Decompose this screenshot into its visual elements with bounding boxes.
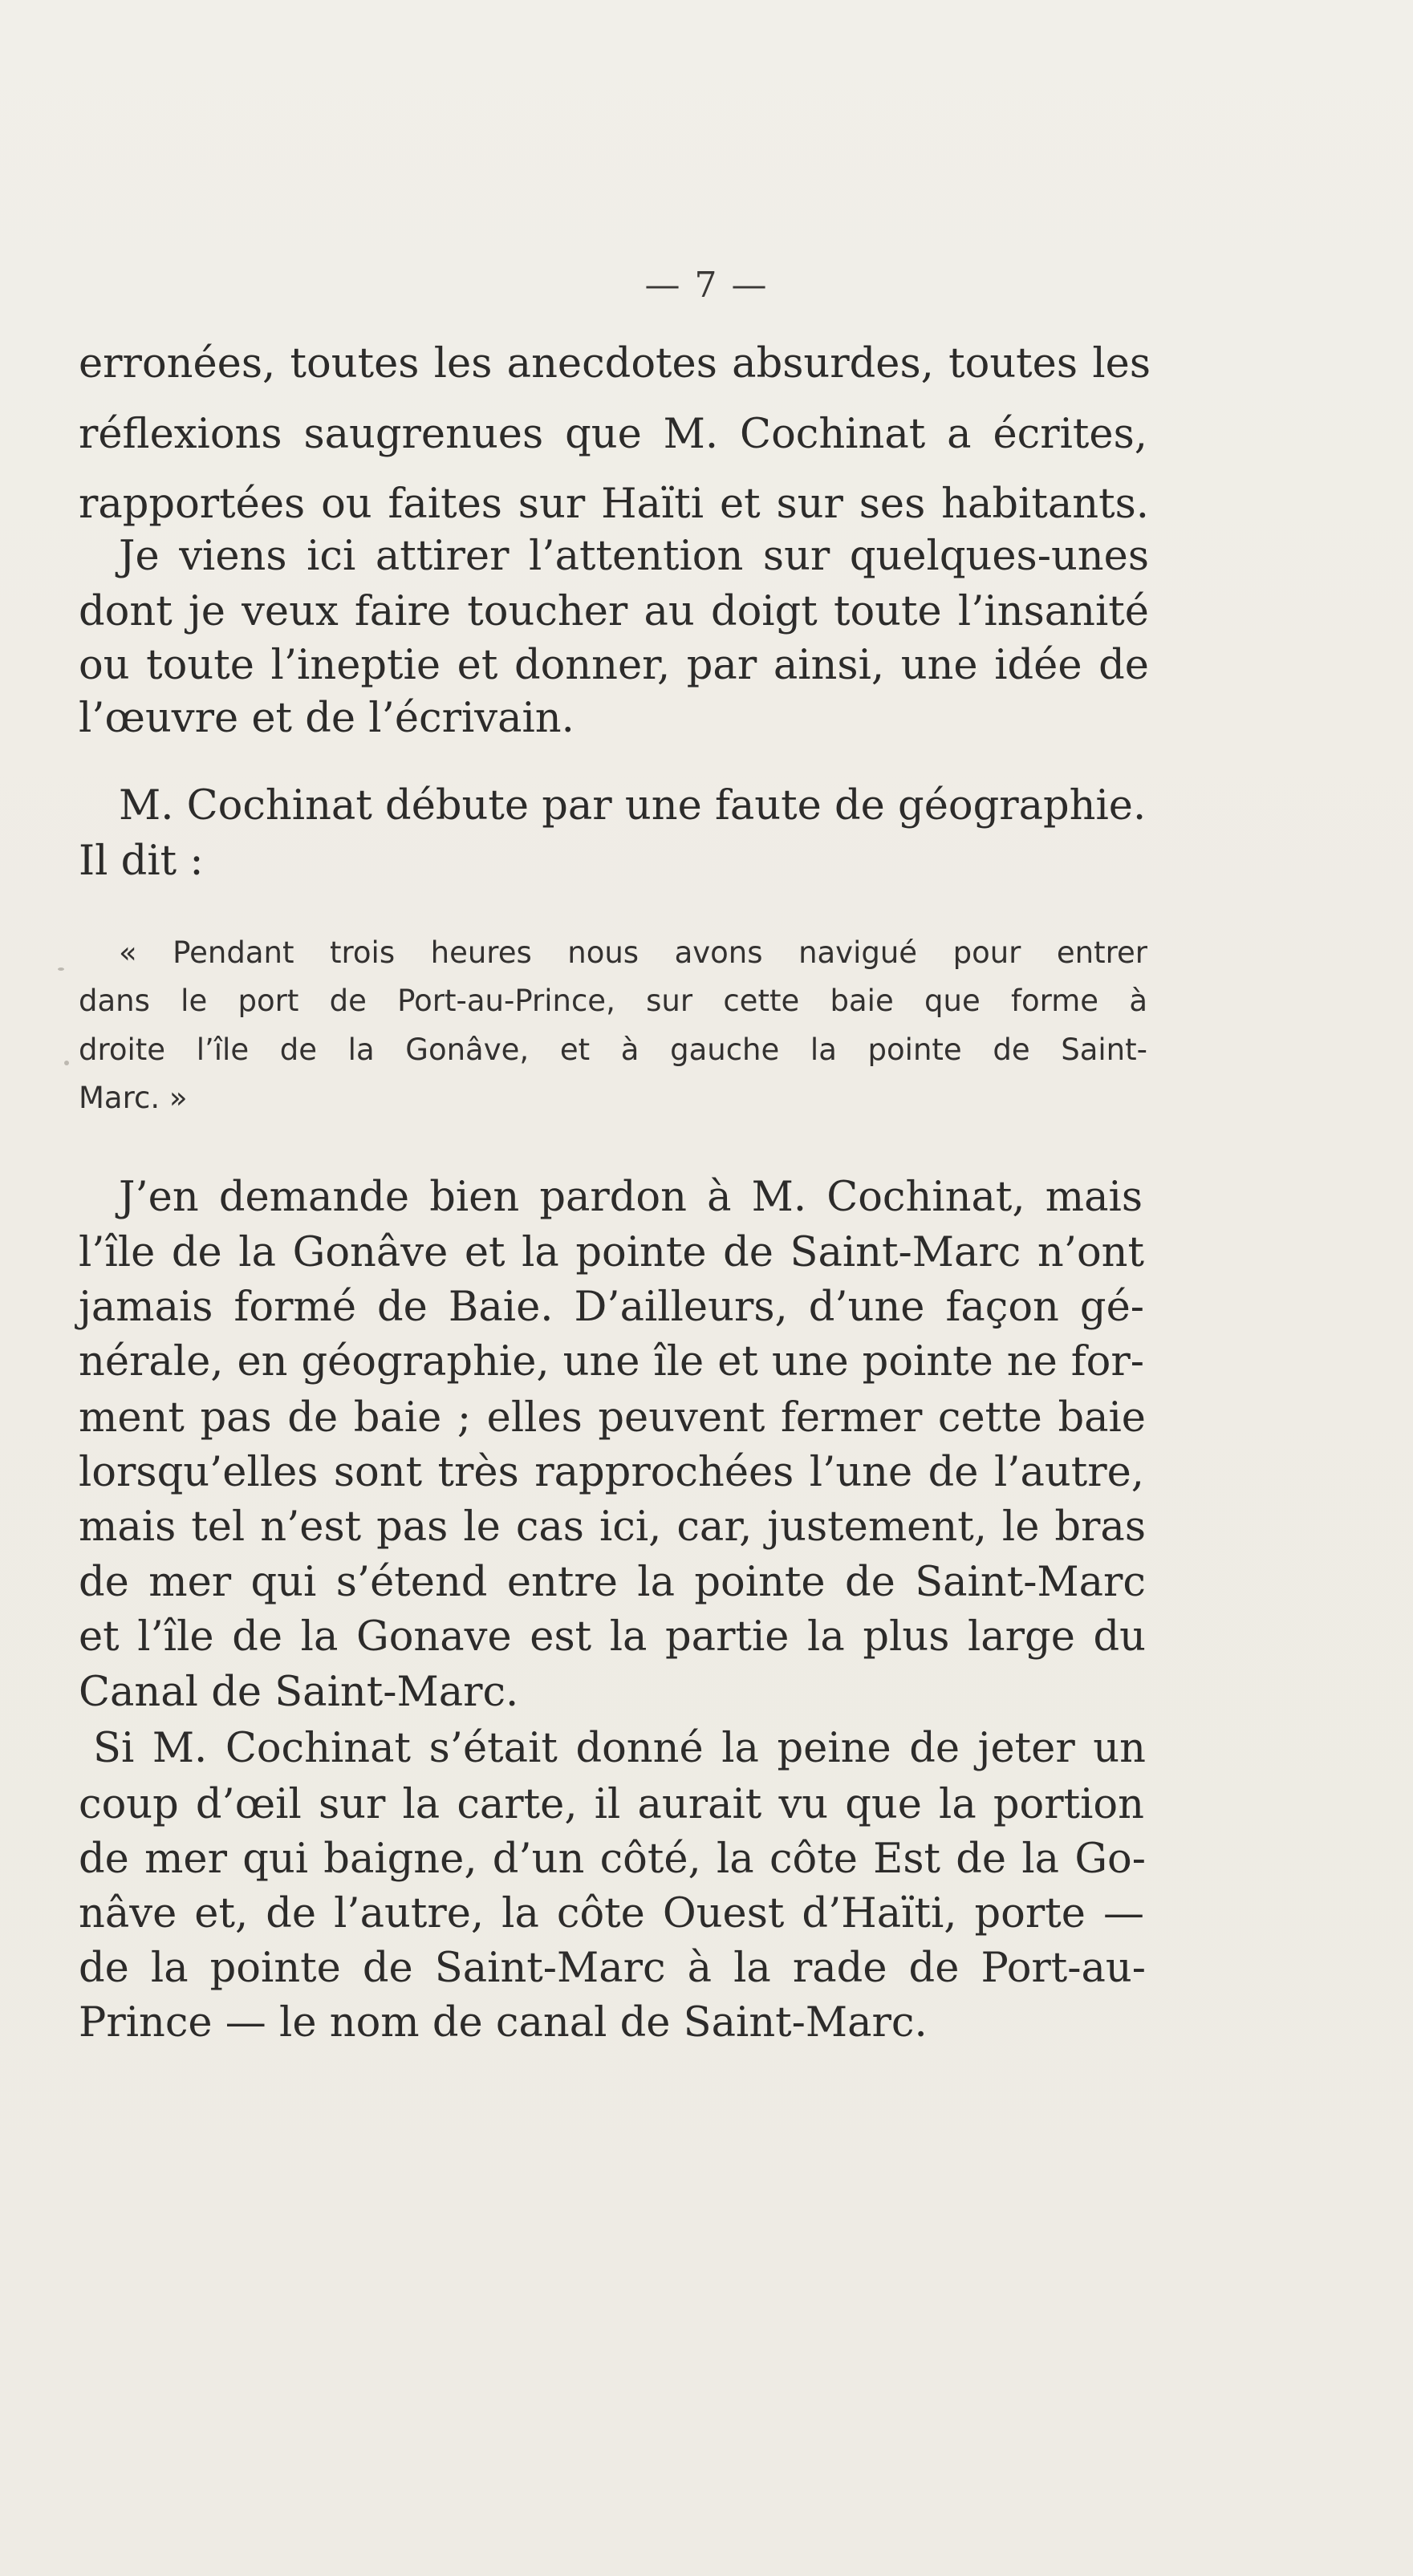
text-line: de mer qui s’étend entre la pointe de Saint-Marc (79, 1559, 1146, 1606)
text-line: ou toute l’ineptie et donner, par ainsi, une idée de (79, 642, 1149, 689)
text-line: erronées, toutes les anecdotes absurdes, toutes les (79, 340, 1151, 387)
paper-mark (58, 968, 64, 971)
quote-line: « Pendant trois heures nous avons navigué pour entrer (119, 935, 1147, 970)
quote-line: droite l’île de la Gonâve, et à gauche la pointe de Saint- (79, 1032, 1147, 1067)
text-line: Prince — le nom de canal de Saint-Marc. (79, 1999, 928, 2047)
text-line: nâve et, de l’autre, la côte Ouest d’Haïti, porte — (79, 1890, 1144, 1937)
quote-line: Marc. » (79, 1081, 188, 1115)
text-line: J’en demande bien pardon à M. Cochinat, mais (119, 1174, 1143, 1221)
text-line: jamais formé de Baie. D’ailleurs, d’une façon gé- (79, 1284, 1144, 1331)
text-line: Il dit : (79, 838, 204, 885)
quote-line: dans le port de Port-au-Prince, sur cette baie que forme à (79, 984, 1147, 1018)
text-line: et l’île de la Gonave est la partie la plus large du (79, 1613, 1146, 1661)
text-line: réflexions saugrenues que M. Cochinat a écrites, (79, 411, 1147, 458)
paper-mark (64, 1061, 69, 1065)
text-line: lorsqu’elles sont très rapprochées l’une de l’autre, (79, 1449, 1144, 1496)
text-line: M. Cochinat débute par une faute de géographie. (119, 782, 1147, 830)
text-line: l’œuvre et de l’écrivain. (79, 695, 575, 742)
text-line: mais tel n’est pas le cas ici, car, justement, le bras (79, 1503, 1146, 1551)
text-line: rapportées ou faites sur Haïti et sur ses habitants. (79, 481, 1149, 528)
text-line: l’île de la Gonâve et la pointe de Saint-Marc n’ont (79, 1229, 1144, 1276)
text-line: Canal de Saint-Marc. (79, 1669, 519, 1716)
text-line: de la pointe de Saint-Marc à la rade de Port-au- (79, 1945, 1146, 1992)
text-line: ment pas de baie ; elles peuvent fermer cette baie (79, 1394, 1146, 1442)
text-line: coup d’œil sur la carte, il aurait vu que la portion (79, 1781, 1144, 1828)
text-line: Je viens ici attirer l’attention sur quelques-unes (119, 533, 1149, 580)
text-line: de mer qui baigne, d’un côté, la côte Est de la Go- (79, 1836, 1146, 1883)
text-line: dont je veux faire toucher au doigt toute l’insanité (79, 588, 1149, 635)
text-line: nérale, en géographie, une île et une pointe ne for- (79, 1338, 1144, 1385)
text-line: Si M. Cochinat s’était donné la peine de jeter un (93, 1725, 1146, 1772)
page-number: — 7 — (644, 265, 769, 306)
